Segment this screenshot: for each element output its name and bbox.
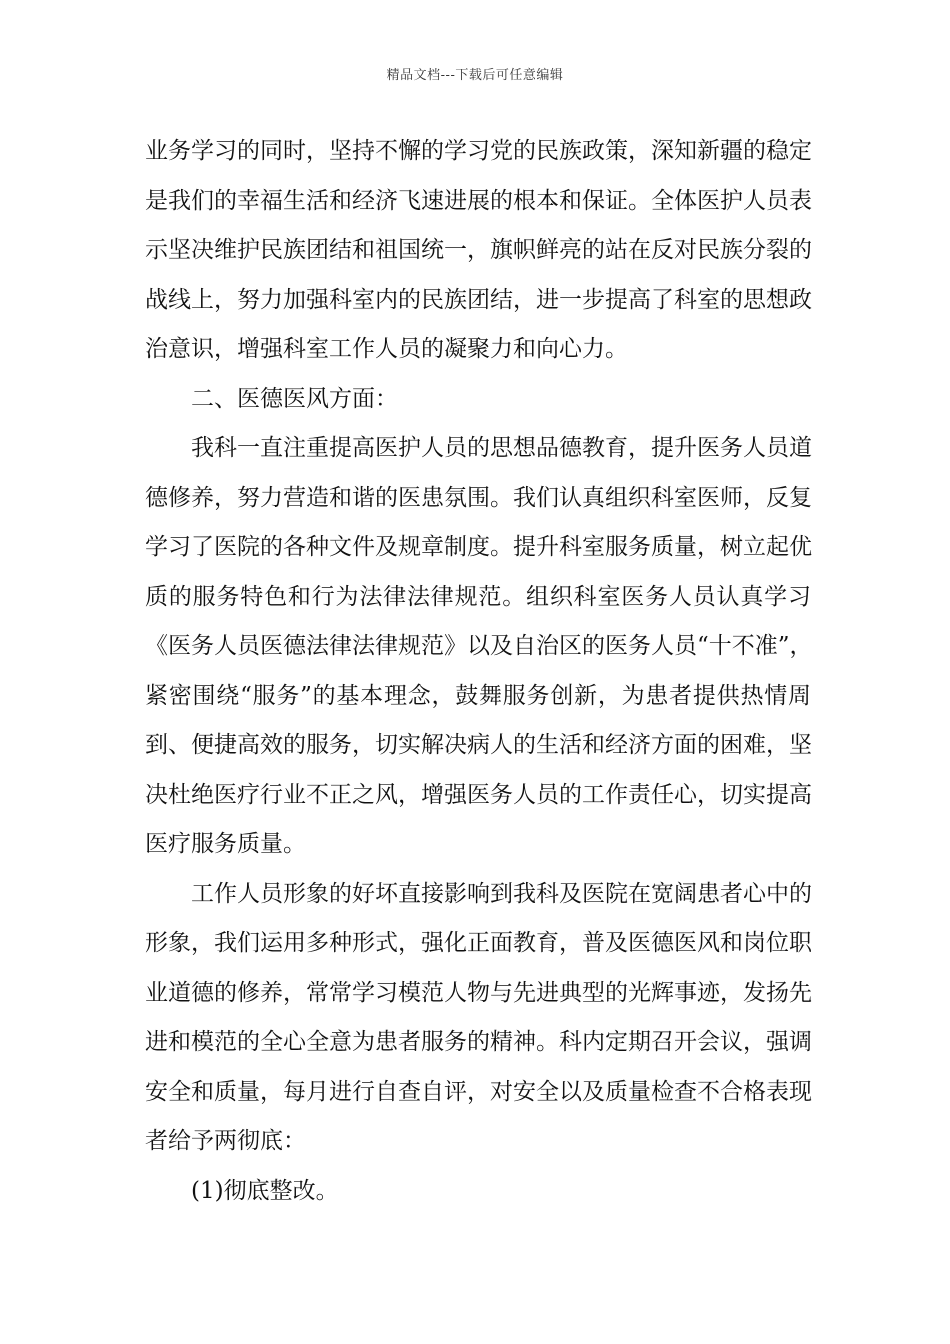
paragraph: [145, 127, 811, 375]
text-line: 我科一直注重提高医护人员的思想品德教育，提升医务人员道: [191, 435, 812, 461]
page-header: 精品文档---下载后可任意编辑: [386, 68, 564, 83]
text-line: 是我们的幸福生活和经济飞速进展的根本和保证。全体医护人员表: [145, 187, 812, 214]
paragraph: [145, 870, 811, 1167]
paragraph: [145, 424, 811, 870]
section-heading: [145, 375, 811, 425]
text-line: 决杜绝医疗行业不正之风，增强医务人员的工作责任心，切实提高: [145, 781, 812, 808]
text-line: 战线上，努力加强科室内的民族团结，进一步提高了科室的思想政: [145, 286, 812, 313]
text-line: 质的服务特色和行为法律法律规范。组织科室医务人员认真学习: [145, 583, 811, 610]
text-line: 到、便捷高效的服务，切实解决病人的生活和经济方面的困难，坚: [145, 732, 812, 758]
text-line: 示坚决维护民族团结和祖国统一，旗帜鲜亮的站在反对民族分裂的: [145, 237, 812, 263]
text-line: 医疗服务质量。: [145, 831, 306, 857]
text-line: 业道德的修养，常常学习模范人物与先进典型的光辉事迹，发扬先: [145, 979, 812, 1006]
text-line: 治意识，增强科室工作人员的凝聚力和向心力。: [145, 336, 628, 362]
text-line: 形象，我们运用多种形式，强化正面教育，普及医德医风和岗位职: [145, 930, 812, 956]
text-line: 者给予两彻底：: [145, 1128, 306, 1154]
text-line: 紧密围绕“服务”的基本理念，鼓舞服务创新，为患者提供热情周: [145, 682, 811, 709]
text-line: 《医务人员医德法律法律规范》以及自治区的医务人员“十不准”，: [145, 633, 813, 659]
text-line: 学习了医院的各种文件及规章制度。提升科室服务质量，树立起优: [145, 534, 812, 560]
heading-line: 二、医德医风方面：: [191, 385, 398, 412]
text-line: 德修养，努力营造和谐的医患氛围。我们认真组织科室医师，反复: [145, 484, 812, 511]
text-line: 业务学习的同时，坚持不懈的学习党的民族政策，深知新疆的稳定: [145, 138, 812, 164]
list-item: [145, 1167, 811, 1217]
document-body: [145, 127, 811, 1216]
text-line: 工作人员形象的好坏直接影响到我科及医院在宽阔患者心中的: [191, 880, 812, 907]
text-line: (1)彻底整改。: [191, 1177, 339, 1204]
text-line: 进和模范的全心全意为患者服务的精神。科内定期召开会议，强调: [145, 1029, 812, 1055]
text-line: 安全和质量，每月进行自查自评，对安全以及质量检查不合格表现: [145, 1078, 812, 1105]
